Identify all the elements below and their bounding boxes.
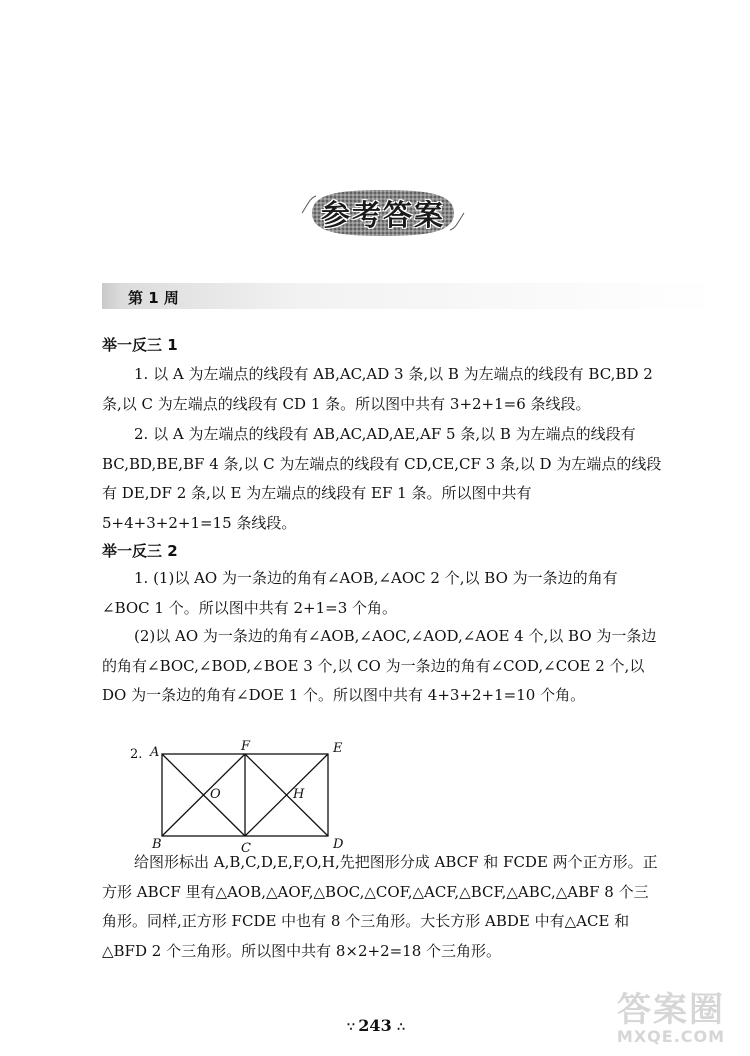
answer-paragraph: 1. (1)以 AO 为一条边的角有∠AOB,∠AOC 2 个,以 BO 为一条边的角有∠BOC 1 个。所以图中共有 2+1=3 个角。 bbox=[102, 569, 618, 617]
point-label: D bbox=[333, 837, 344, 852]
point-label: A bbox=[150, 745, 160, 760]
point-label: H bbox=[293, 787, 305, 802]
watermark-text: 答案圈 bbox=[617, 990, 725, 1030]
title-banner bbox=[298, 184, 468, 242]
answer-paragraph: 1. 以 A 为左端点的线段有 AB,AC,AD 3 条,以 B 为左端点的线段有 BC,BD 2 条,以 C 为左端点的线段有 CD 1 条。所以图中共有 3+2+1=6 条线段。 bbox=[102, 365, 658, 413]
week-header-bar bbox=[102, 283, 716, 309]
geometry-figure bbox=[130, 738, 360, 862]
point-label: E bbox=[333, 741, 343, 756]
page-title: 参考答案 bbox=[320, 197, 445, 232]
point-label: O bbox=[210, 787, 221, 802]
dots-decoration: ∵ bbox=[347, 1020, 353, 1034]
section-heading-1: 举一反三 1 bbox=[102, 336, 178, 354]
week-label: 第 1 周 bbox=[128, 289, 179, 307]
dots-decoration: ∴ bbox=[397, 1020, 403, 1034]
watermark-url: MXQE.COM bbox=[616, 1027, 726, 1046]
rectangle-diagram bbox=[130, 738, 360, 858]
section-heading-2: 举一反三 2 bbox=[102, 542, 178, 560]
watermark bbox=[606, 982, 736, 1046]
answer-paragraph: (2)以 AO 为一条边的角有∠AOB,∠AOC,∠AOD,∠AOE 4 个,以 BO 为一条边的角有∠BOC,∠BOD,∠BOE 3 个,以 CO 为一条边的角有∠COD,∠COE 2 个,以 DO 为一条边的角有∠DOE 1 个。所以图中共有 4+3+2+1=10 个角。 bbox=[102, 627, 657, 704]
answer-paragraph: 给图形标出 A,B,C,D,E,F,O,H,先把图形分成 ABCF 和 FCDE 两个正方形。正方形 ABCF 里有△AOB,△AOF,△BOC,△COF,△ACF,△BCF,△ABC,△ABF 8 个三角形。同样,正方形 FCDE 中也有 8 个三角形。大长方形 ABDE 中有△ACE 和△BFD 2 个三角形。所以图中共有 8×2+2=18 个三角形。 bbox=[102, 853, 658, 960]
point-label: C bbox=[241, 841, 251, 856]
answer-paragraph: 2. 以 A 为左端点的线段有 AB,AC,AD,AE,AF 5 条,以 B 为左端点的线段有 BC,BD,BE,BF 4 条,以 C 为左端点的线段有 CD,CE,CF 3 条,以 D 为左端点的线段有 DE,DF 2 条,以 E 为左端点的线段有 EF 1 条。所以图中共有 5+4+3+2+1=15 条线段。 bbox=[102, 425, 662, 532]
page-number: 243 bbox=[358, 1016, 392, 1035]
figure-number: 2. bbox=[130, 747, 143, 762]
point-label: F bbox=[241, 739, 251, 754]
point-label: B bbox=[152, 837, 162, 852]
